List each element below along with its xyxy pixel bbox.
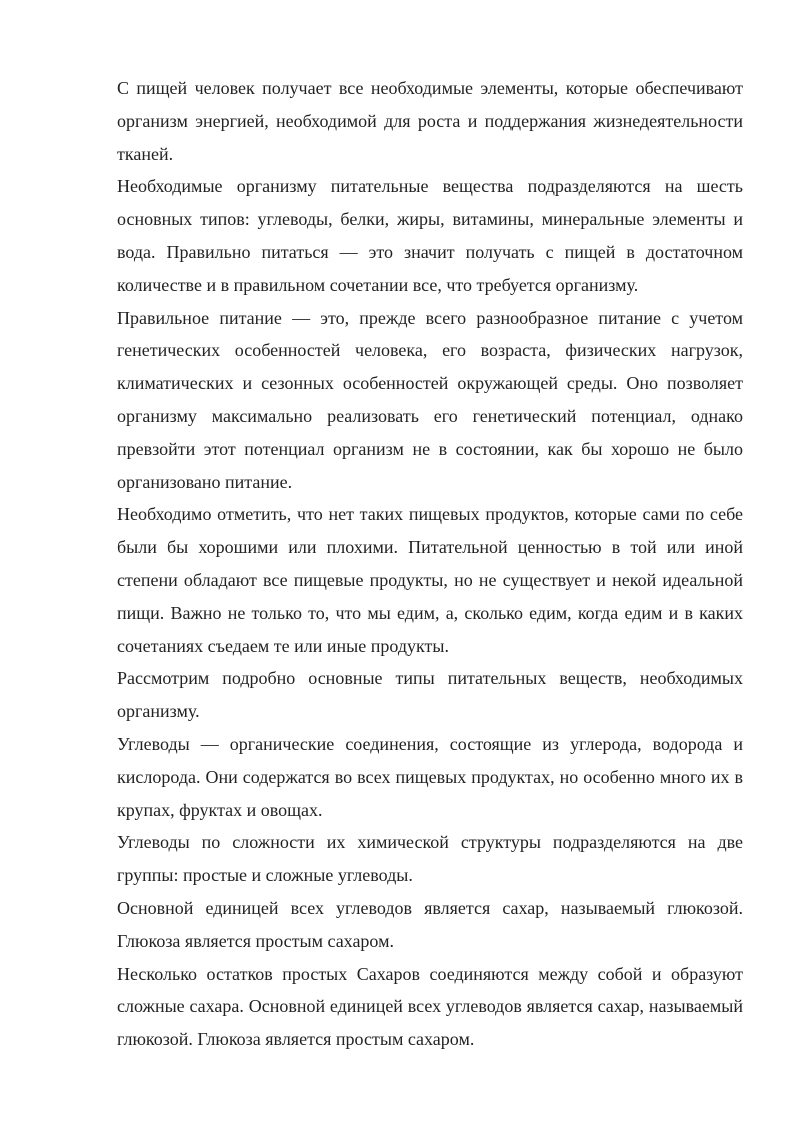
paragraph-complex-sugars: Несколько остатков простых Сахаров соединяются между собой и образуют сложные сахара. Основной единицей всех углеводов является сахар, называемый глюкозой. Глюкоза является простым сахаром.: [117, 963, 743, 1050]
paragraph-no-good-bad-foods: Необходимо отметить, что нет таких пищевых продуктов, которые сами по себе были бы хорошими или плохими. Питательной ценностью в той или иной степени обладают все пищевые продукты, но не существует и некой идеальной пищи. Важно не только то, что мы едим, а, сколько едим, когда едим и в каких сочетаниях съедаем те или иные продукты.: [117, 504, 743, 656]
paragraph-carbohydrate-groups: Углеводы по сложности их химической структуры подразделяются на две группы: простые и сложные углеводы.: [117, 832, 743, 886]
paragraph-glucose: Основной единицей всех углеводов является сахар, называемый глюкозой. Глюкоза является простым сахаром.: [117, 897, 743, 951]
paragraph-carbohydrates-definition: Углеводы — органические соединения, состоящие из углерода, водорода и кислорода. Они содержатся во всех пищевых продуктах, но особенно много их в крупах, фруктах и овощах.: [117, 733, 743, 820]
paragraph-food-energy: С пищей человек получает все необходимые элементы, которые обеспечивают организм энергией, необходимой для роста и поддержания жизнедеятельности тканей.: [117, 78, 743, 164]
paragraph-consider-nutrients: Рассмотрим подробно основные типы питательных веществ, необходимых организму.: [117, 668, 743, 722]
document-page: [117, 72, 743, 1056]
paragraph-nutrient-types: Необходимые организму питательные вещества подразделяются на шесть основных типов: углеводы, белки, жиры, витамины, минеральные элементы и вода. Правильно питаться — это значит получать с пищей в достаточном количестве и в правильном сочетании все, что требуется организму.: [117, 176, 743, 295]
paragraph-proper-nutrition: Правильное питание — это, прежде всего разнообразное питание с учетом генетических особенностей человека, его возраста, физических нагрузок, климатических и сезонных особенностей окружающей среды. Оно позволяет организму максимально реализовать его генетический потенциал, однако превзойти этот потенциал организм не в состоянии, как бы хорошо не было организовано питание.: [117, 307, 743, 492]
